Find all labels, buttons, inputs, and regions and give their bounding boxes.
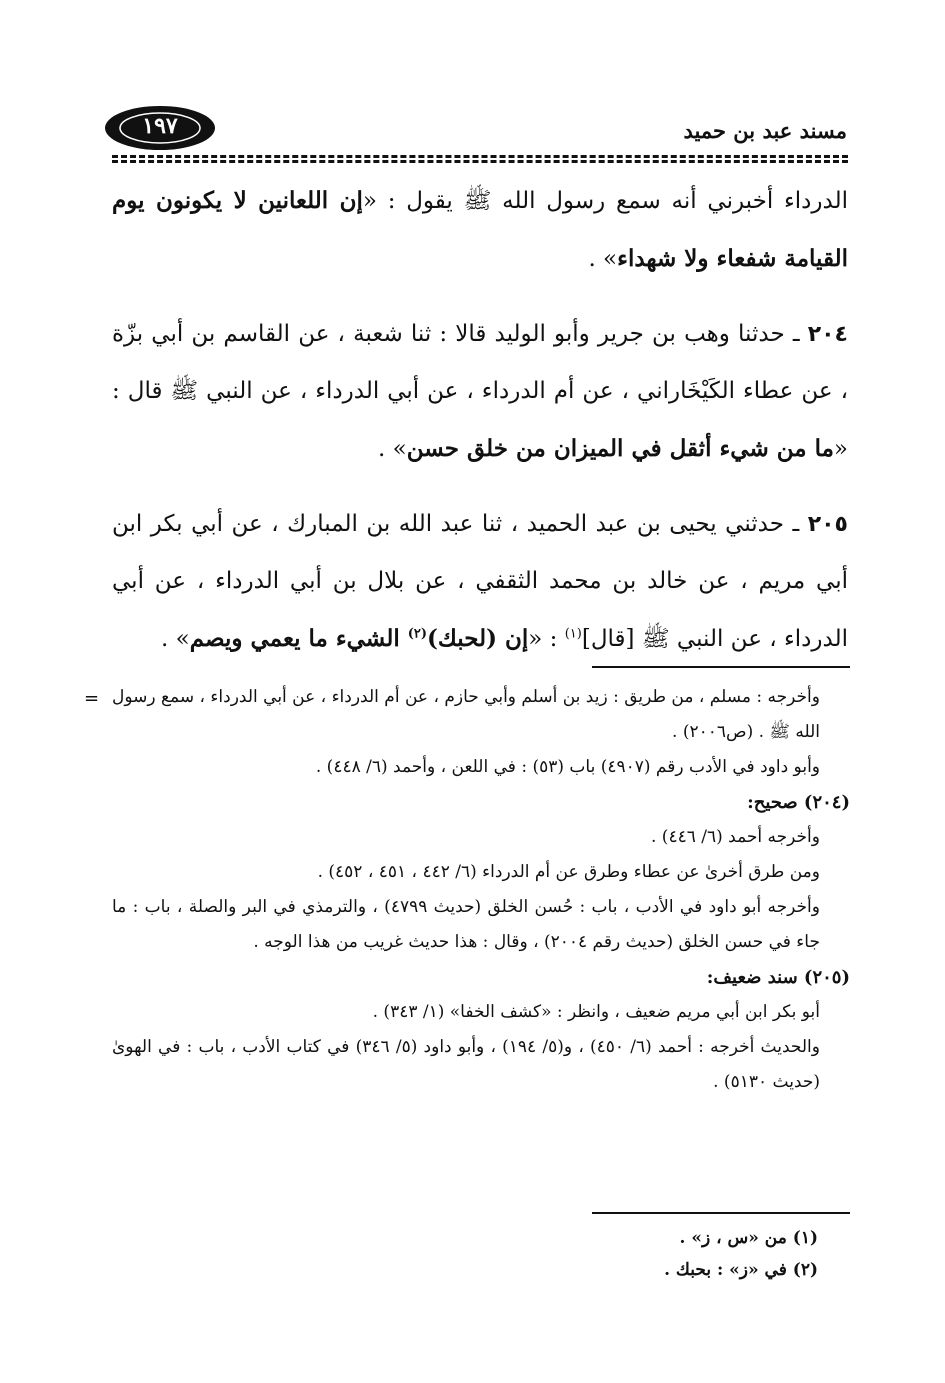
book-title: مسند عبد بن حميد (683, 118, 847, 143)
note-line: أبو بكر ابن أبي مريم ضعيف ، وانظر : «كشف الخفا» (١/ ٣٤٣) . (372, 1002, 820, 1022)
note-line: ومن طرق أخرىٰ عن عطاء وطرق عن أم الدرداء (٦/ ٤٤٢ ، ٤٥١ ، ٤٥٢) . (317, 862, 820, 882)
note-heading-204: (٢٠٤) صحيح: (747, 792, 850, 813)
footnotes-divider (592, 1212, 850, 1214)
continuation-mark: = (84, 688, 100, 709)
main-text (112, 172, 848, 668)
hadith-quote: الشيء ما يعمي ويصم (189, 625, 408, 652)
hadith-number: ٢٠٥ (807, 512, 848, 537)
paragraph-continuation (112, 172, 848, 288)
note-heading-205: (٢٠٥) سند ضعيف: (706, 967, 850, 988)
note-line: وأخرجه : مسلم ، من طريق : زيد بن أسلم وأبي حازم ، عن أم الدرداء ، عن أبي الدرداء ، سمع رسول الله ﷺ . (ص٢٠٠٦) . (112, 687, 820, 742)
header-divider (112, 155, 848, 163)
notes-divider (592, 666, 850, 668)
paragraph-text: ـ حدثني يحيى بن عبد الحميد ، ثنا عبد الله بن المبارك ، عن أبي بكر ابن أبي مريم ، عن خالد بن محمد الثقفي ، عن بلال بن أبي الدرداء ، عن أبي الدرداء ، عن النبي ﷺ [قال] (112, 511, 848, 652)
note-line: وأخرجه أحمد (٦/ ٤٤٦) . (650, 827, 820, 847)
note-line: والحديث أخرجه : أحمد (٦/ ٤٥٠) ، و(٥/ ١٩٤) ، وأبو داود (٥/ ٣٤٦) في كتاب الأدب ، باب : في الهوىٰ (حديث ٥١٣٠) . (112, 1037, 820, 1092)
note-line: وأبو داود في الأدب رقم (٤٩٠٧) باب (٥٣) : في اللعن ، وأحمد (٦/ ٤٤٨) . (315, 757, 820, 777)
hadith-quote: ما من شيء أثقل في الميزان من خلق حسن (406, 435, 834, 462)
hadith-205 (112, 496, 848, 668)
paragraph-text: الدرداء أخبرني أنه سمع رسول الله ﷺ يقول : « (362, 188, 848, 214)
commentary-notes (112, 680, 850, 1100)
paragraph-text: ـ حدثنا وهب بن جرير وأبو الوليد قالا : ثنا شعبة ، عن القاسم بن أبي بزّة ، عن عطاء الكَيْخَاراني ، عن أم الدرداء ، عن أبي الدرداء ، عن النبي ﷺ قال : « (112, 321, 848, 462)
paragraph-end: » . (378, 436, 407, 462)
hadith-number: ٢٠٤ (807, 322, 848, 347)
page-number: ١٩٧ (142, 113, 178, 139)
paragraph-end: » . (588, 246, 618, 272)
note-line: وأخرجه أبو داود في الأدب ، باب : حُسن الخلق (حديث ٤٧٩٩) ، والترمذي في البر والصلة ، باب : ما جاء في حسن الخلق (حديث رقم ٢٠٠٤) ، وقال : هذا حديث غريب من هذا الوجه . (112, 897, 820, 952)
hadith-quote: إن (لحبك) (427, 625, 529, 652)
hadith-quote: إن اللعانين لا يكونون يوم القيامة شفعاء ولا شهداء (112, 187, 848, 272)
paragraph-end: » . (161, 626, 190, 652)
footnote-1: (١) من «س ، ز» . (679, 1228, 818, 1248)
footnotes (112, 1222, 818, 1286)
footnote-2: (٢) في «ز» : بحبك . (664, 1260, 818, 1280)
paragraph-text: : « (528, 626, 565, 652)
footnote-ref-2: (٢) (407, 626, 428, 642)
footnote-ref-1: (١) (564, 626, 582, 642)
hadith-204 (112, 306, 848, 478)
